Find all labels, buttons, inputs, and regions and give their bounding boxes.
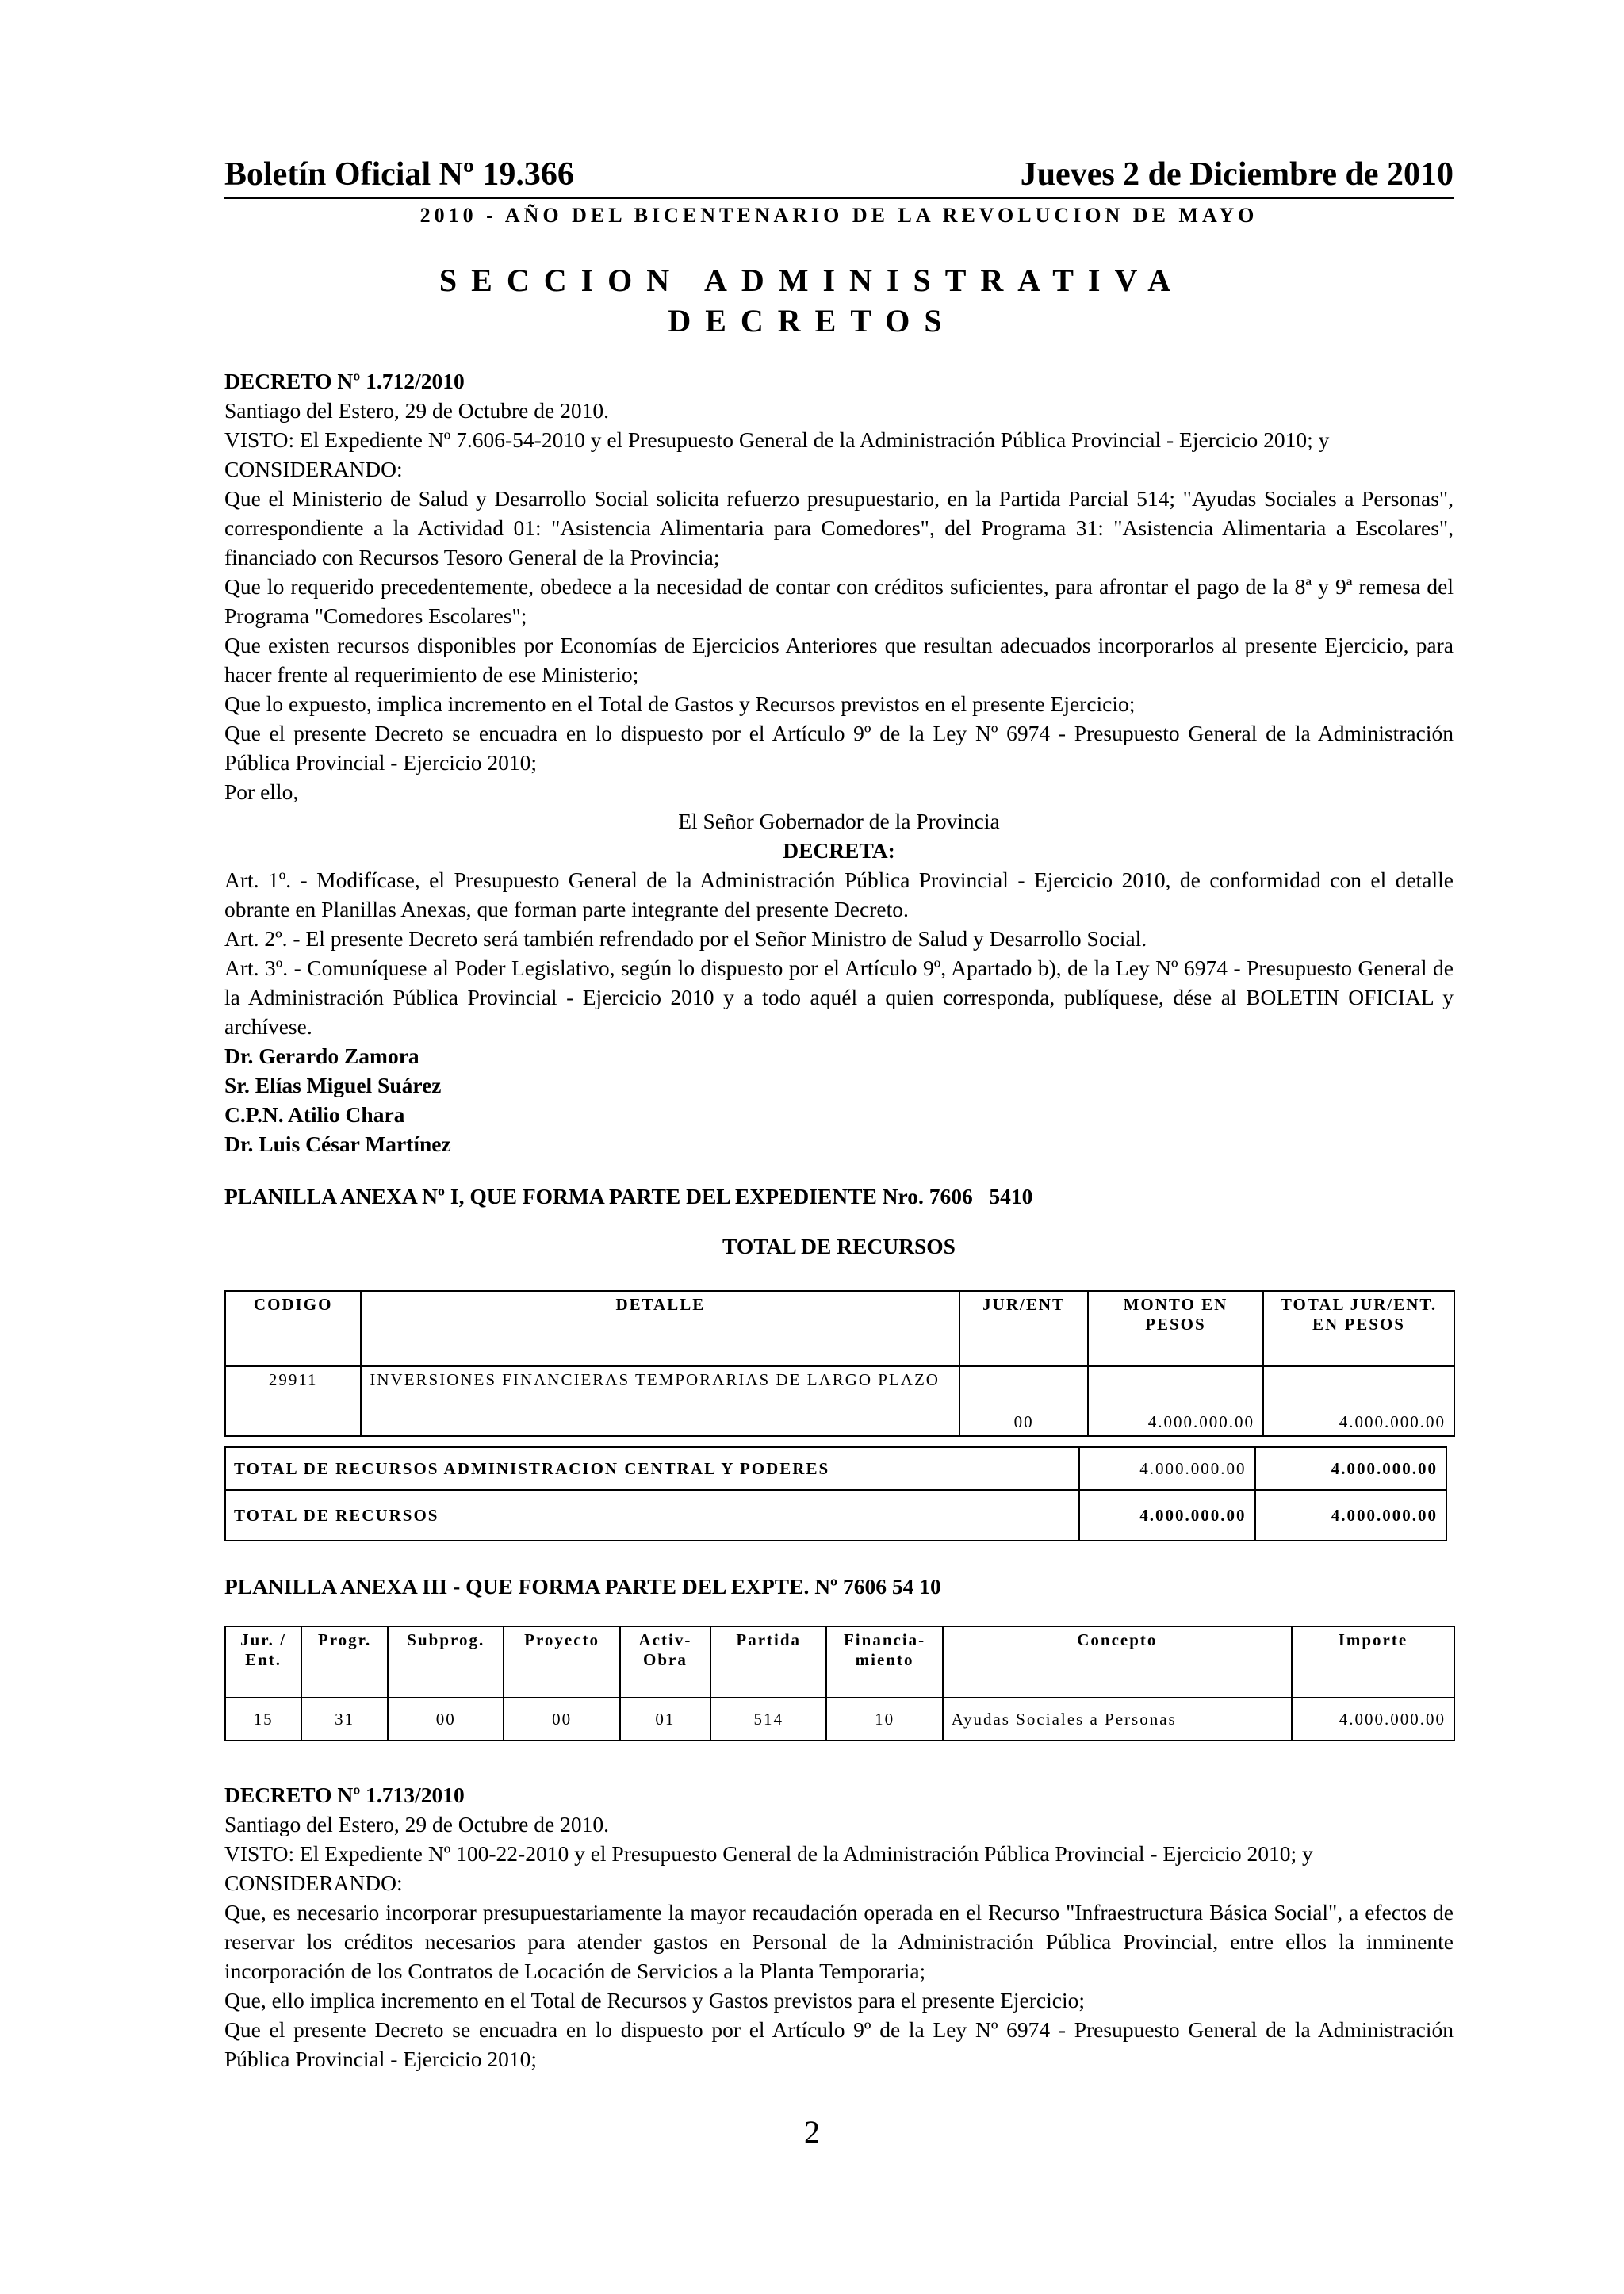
decree-paragraph: Que, ello implica incremento en el Total de Recursos y Gastos previstos para el presente Ejercicio; (224, 1988, 1085, 2013)
section-title: SECCION ADMINISTRATIVA (439, 262, 1185, 298)
total-central-label: TOTAL DE RECURSOS ADMINISTRACION CENTRAL Y PODERES (225, 1447, 1079, 1490)
bulletin-header (224, 155, 1454, 228)
signatory: Sr. Elías Miguel Suárez (224, 1073, 442, 1097)
cell-proyecto: 00 (504, 1698, 619, 1741)
decree-visto: VISTO: El Expediente Nº 100-22-2010 y el Presupuesto General de la Administración Pública Provincial - Ejercicio 2010; y (224, 1841, 1313, 1866)
col-header: Jur. / Ent. (225, 1626, 301, 1698)
decree-paragraph: Que lo requerido precedentemente, obedece a la necesidad de contar con créditos suficientes, para afrontar el pago de la 8ª y 9ª remesa del Programa "Comedores Escolares"; (224, 574, 1454, 628)
cell-detalle: INVERSIONES FINANCIERAS TEMPORARIAS DE LARGO PLAZO (361, 1366, 959, 1436)
cell-codigo: 29911 (225, 1366, 361, 1436)
bulletin-motto: 2010 - AÑO DEL BICENTENARIO DE LA REVOLUCION DE MAYO (419, 204, 1258, 227)
total-recursos-total: 4.000.000.00 (1255, 1490, 1447, 1541)
col-header: Concepto (943, 1626, 1292, 1698)
signatory: Dr. Gerardo Zamora (224, 1044, 419, 1068)
decree-paragraph: Que el presente Decreto se encuadra en lo dispuesto por el Artículo 9º de la Ley Nº 6974 - Presupuesto General de la Administración Pública Provincial - Ejercicio 2010; (224, 2017, 1454, 2071)
decree-paragraph: Que existen recursos disponibles por Economías de Ejercicios Anteriores que resultan adecuados incorporarlos al presente Ejercicio, para hacer frente al requerimiento de ese Ministerio; (224, 633, 1454, 687)
decree-paragraph: Que el presente Decreto se encuadra en lo dispuesto por el Artículo 9º de la Ley Nº 6974 - Presupuesto General de la Administración Pública Provincial - Ejercicio 2010; (224, 721, 1454, 775)
cell-concepto: Ayudas Sociales a Personas (943, 1698, 1292, 1741)
cell-partida: 514 (710, 1698, 826, 1741)
decree-1713 (224, 1780, 1454, 2074)
annex-1-subtitle: TOTAL DE RECURSOS (722, 1234, 956, 1258)
annex-1-totals-table (224, 1446, 1447, 1541)
signatory: C.P.N. Atilio Chara (224, 1102, 405, 1127)
cell-subprog: 00 (388, 1698, 504, 1741)
decree-paragraph: Que lo expuesto, implica incremento en el Total de Gastos y Recursos previstos en el presente Ejercicio; (224, 691, 1136, 716)
total-recursos-label: TOTAL DE RECURSOS (225, 1490, 1079, 1541)
decree-paragraph: Por ello, (224, 779, 299, 804)
total-central-total: 4.000.000.00 (1255, 1447, 1447, 1490)
annex-1 (224, 1181, 1454, 1261)
table-row (225, 1490, 1446, 1541)
cell-jur-ent: 00 (959, 1366, 1088, 1436)
cell-monto: 4.000.000.00 (1088, 1366, 1263, 1436)
cell-importe: 4.000.000.00 (1292, 1698, 1454, 1741)
decree-number: DECRETO Nº 1.713/2010 (224, 1783, 465, 1807)
bulletin-date: Jueves 2 de Diciembre de 2010 (1020, 156, 1454, 193)
cell-progr: 31 (301, 1698, 388, 1741)
col-header: DETALLE (361, 1291, 959, 1366)
table-row (225, 1366, 1454, 1436)
col-header: CODIGO (225, 1291, 361, 1366)
col-header: Financia- miento (826, 1626, 942, 1698)
col-header: Activ- Obra (620, 1626, 710, 1698)
decree-article: Art. 3º. - Comuníquese al Poder Legislativo, según lo dispuesto por el Artículo 9º, Apartado b), de la Ley Nº 6974 - Presupuesto General de la Administración Pública Provincial - Ejercicio 2010 y a todo aquél a quien corresponda, publíquese, dése al BOLETIN OFICIAL y archívese. (224, 956, 1454, 1039)
col-header: TOTAL JUR/ENT. EN PESOS (1263, 1291, 1454, 1366)
col-header: Partida (710, 1626, 826, 1698)
annex-3-title: PLANILLA ANEXA III - QUE FORMA PARTE DEL EXPTE. Nº 7606 54 10 (224, 1574, 941, 1599)
total-recursos-monto: 4.000.000.00 (1079, 1490, 1255, 1541)
decree-considerando: CONSIDERANDO: (224, 1871, 403, 1895)
total-central-monto: 4.000.000.00 (1079, 1447, 1255, 1490)
annex-3-table (224, 1626, 1455, 1741)
annex-1-title: PLANILLA ANEXA Nº I, QUE FORMA PARTE DEL EXPEDIENTE Nro. 7606 5410 (224, 1184, 1033, 1208)
decree-1712 (224, 366, 1454, 1158)
table-row (225, 1698, 1454, 1741)
decree-article: Art. 2º. - El presente Decreto será también refrendado por el Señor Ministro de Salud y Desarrollo Social. (224, 926, 1147, 951)
col-header: Progr. (301, 1626, 388, 1698)
col-header: Importe (1292, 1626, 1454, 1698)
col-header: JUR/ENT (959, 1291, 1088, 1366)
decree-place-date: Santiago del Estero, 29 de Octubre de 2010. (224, 1812, 609, 1836)
decree-decreta: DECRETA: (783, 838, 895, 863)
cell-financiamiento: 10 (826, 1698, 942, 1741)
cell-jur-ent: 15 (225, 1698, 301, 1741)
col-header: MONTO EN PESOS (1088, 1291, 1263, 1366)
header-rule (224, 197, 1454, 199)
decree-visto: VISTO: El Expediente Nº 7.606-54-2010 y el Presupuesto General de la Administración Pública Provincial - Ejercicio 2010; y (224, 427, 1330, 452)
col-header: Subprog. (388, 1626, 504, 1698)
decree-governor: El Señor Gobernador de la Provincia (678, 809, 1000, 833)
annex-3 (224, 1572, 1454, 1601)
cell-total: 4.000.000.00 (1263, 1366, 1454, 1436)
decree-number: DECRETO Nº 1.712/2010 (224, 369, 465, 393)
table-row (225, 1447, 1446, 1490)
decree-considerando: CONSIDERANDO: (224, 457, 403, 481)
bulletin-number: Boletín Oficial Nº 19.366 (224, 156, 574, 193)
col-header: Proyecto (504, 1626, 619, 1698)
decree-paragraph: Que el Ministerio de Salud y Desarrollo Social solicita refuerzo presupuestario, en la Partida Parcial 514; "Ayudas Sociales a Personas", correspondiente a la Actividad 01: "Asistencia Alimentaria para Comedores", del Programa 31: "Asistencia Alimentaria a Escolares", financiado con Recursos Tesoro General de la Provincia; (224, 486, 1454, 569)
decree-article: Art. 1º. - Modifícase, el Presupuesto General de la Administración Pública Provincial - Ejercicio 2010, de conformidad con el detalle obrante en Planillas Anexas, que forman parte integrante del presente Decreto. (224, 867, 1454, 921)
decree-paragraph: Que, es necesario incorporar presupuestariamente la mayor recaudación operada en el Recurso "Infraestructura Básica Social", a efectos de reservar los créditos necesarios para atender gastos en Personal de la Administración Pública Provincial, entre ellos la inminente incorporación de los Contratos de Locación de Servicios a la Planta Temporaria; (224, 1900, 1454, 1983)
section-subtitle: DECRETOS (668, 303, 956, 339)
annex-1-table (224, 1290, 1455, 1437)
decree-place-date: Santiago del Estero, 29 de Octubre de 2010. (224, 398, 609, 423)
cell-activ-obra: 01 (620, 1698, 710, 1741)
page-number: 2 (804, 2114, 820, 2150)
signatory: Dr. Luis César Martínez (224, 1132, 451, 1156)
